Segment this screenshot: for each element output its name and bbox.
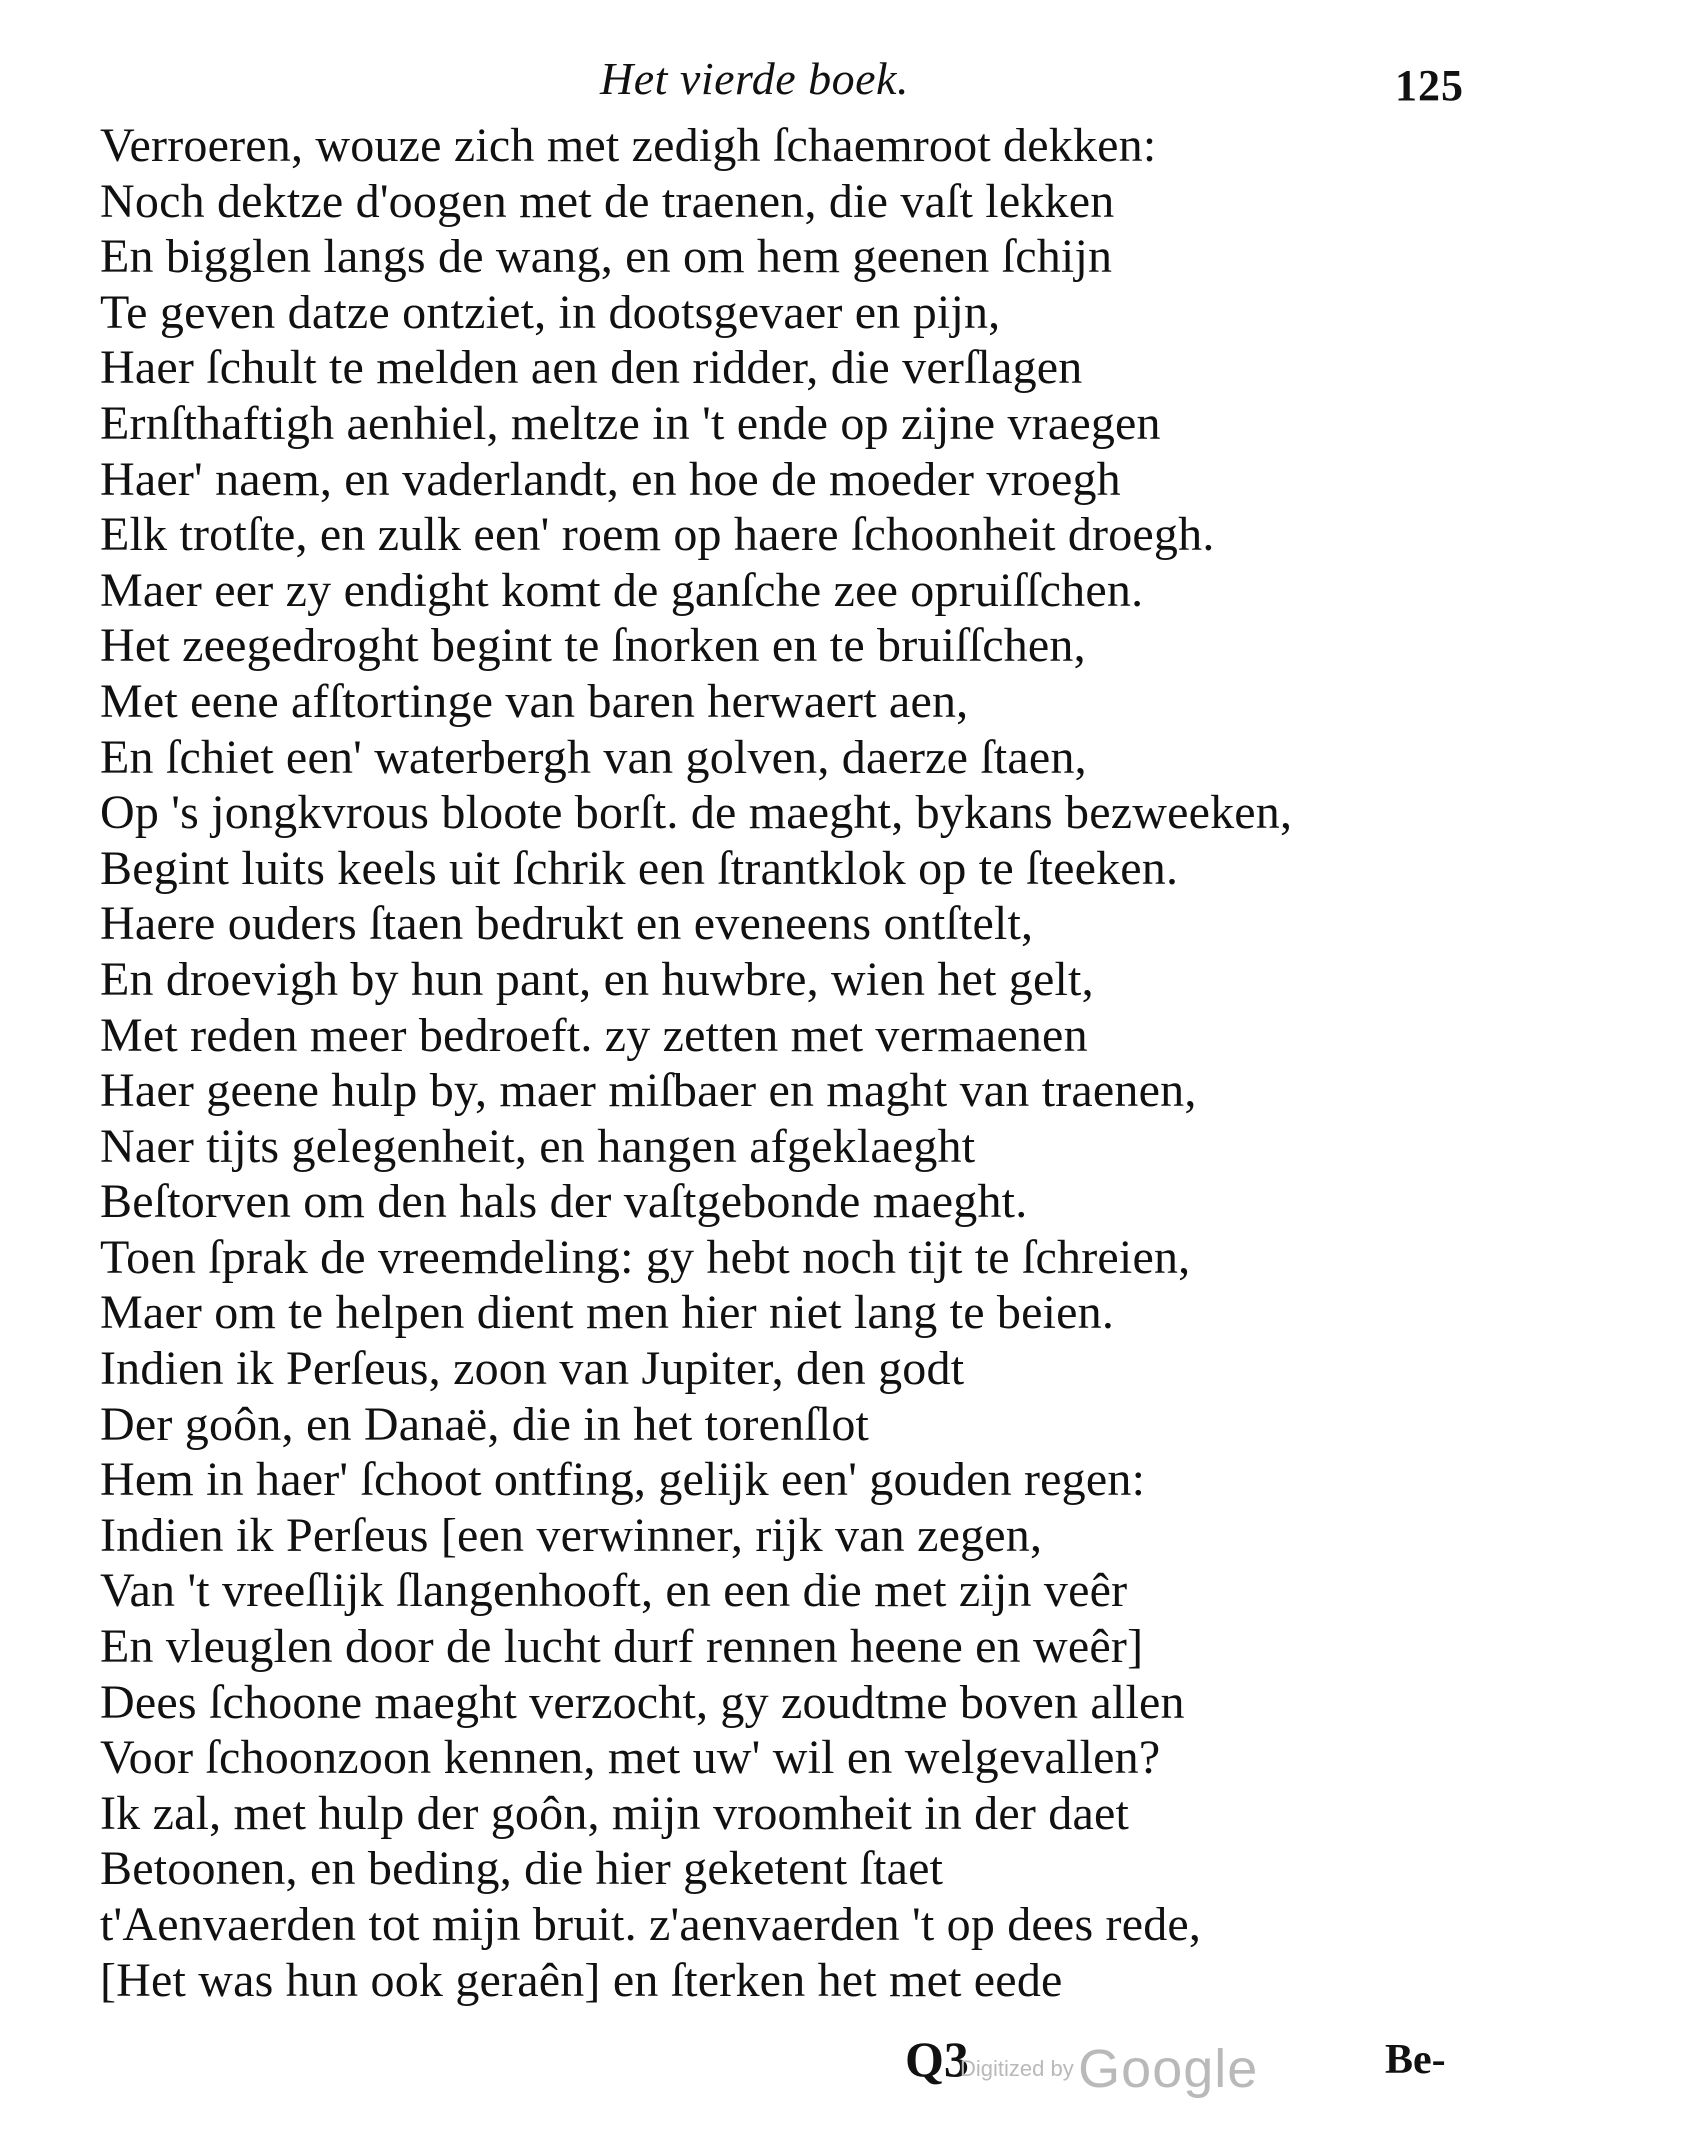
verse-line: Maer eer zy endight komt de ganſche zee opruiſſchen. <box>100 563 1144 617</box>
verse-line: Voor ſchoonzoon kennen, met uw' wil en welgevallen? <box>100 1731 1161 1785</box>
verse-line: Haere ouders ſtaen bedrukt en eveneens ontſtelt, <box>100 897 1034 951</box>
verse-line: Hem in haer' ſchoot ontfing, gelijk een' gouden regen: <box>100 1453 1146 1507</box>
verse-line: Noch dektze d'oogen met de traenen, die vaſt lekken <box>100 174 1115 228</box>
page-header <box>0 52 1698 122</box>
verse-line: Te geven datze ontziet, in dootsgevaer en pijn, <box>100 285 1001 339</box>
verse-line: Begint luits keels uit ſchrik een ſtrantklok op te ſteeken. <box>100 841 1179 895</box>
verse-line: Met reden meer bedroeft. zy zetten met vermaenen <box>100 1008 1088 1062</box>
verse-line: Beſtorven om den hals der vaſtgebonde maeght. <box>100 1175 1028 1229</box>
verse-line: Haer geene hulp by, maer miſbaer en maght van traenen, <box>100 1064 1197 1118</box>
verse-line: Op 's jongkvrous bloote borſt. de maeght, bykans bezweeken, <box>100 786 1293 840</box>
verse-line: Verroeren, wouze zich met zedigh ſchaemroot dekken: <box>100 119 1157 172</box>
verse-line: Elk trotſte, en zulk een' roem op haere ſchoonheit droegh. <box>100 508 1215 562</box>
verse-line: En bigglen langs de wang, en om hem geenen ſchijn <box>100 230 1113 284</box>
verse-line: Toen ſprak de vreemdeling: gy hebt noch tijt te ſchreien, <box>100 1230 1191 1284</box>
verse-line: t'Aenvaerden tot mijn bruit. z'aenvaerden 't op dees rede, <box>100 1898 1202 1951</box>
google-watermark <box>960 2038 1258 2100</box>
verse-line: En vleuglen door de lucht durf rennen heene en weêr] <box>100 1620 1144 1674</box>
verse-line: Haer' naem, en vaderlandt, en hoe de moeder vroegh <box>100 452 1121 506</box>
page-number: 125 <box>1395 61 1464 110</box>
watermark-brand: Google <box>1078 2039 1259 2099</box>
verse-line: Haer ſchult te melden aen den ridder, die verſlagen <box>100 341 1083 395</box>
verse-line: Het zeegedroght begint te ſnorken en te bruiſſchen, <box>100 619 1086 673</box>
verse-line: En ſchiet een' waterbergh van golven, daerze ſtaen, <box>100 730 1087 784</box>
page-footer <box>0 2030 1698 2110</box>
verse-line: Ik zal, met hulp der goôn, mijn vroomheit in der daet <box>100 1786 1130 1840</box>
verse-line: [Het was hun ook geraên] en ſterken het met eede <box>100 1953 1063 2007</box>
verse-line: Ernſthaftigh aenhiel, meltze in 't ende op zijne vraegen <box>100 396 1161 450</box>
verse-line: Indien ik Perſeus, zoon van Jupiter, den godt <box>100 1342 965 1396</box>
verse-line: Maer om te helpen dient men hier niet lang te beien. <box>100 1286 1115 1340</box>
verse-line: Met eene afſtortinge van baren herwaert aen, <box>100 674 969 728</box>
catchword: Be- <box>1385 2037 1446 2083</box>
watermark-prefix: Digitized by <box>960 2056 1074 2081</box>
verse-line: Naer tijts gelegenheit, en hangen afgeklaeght <box>100 1119 976 1173</box>
verse-line: Van 't vreeſlijk ſlangenhooft, en een die met zijn veêr <box>100 1564 1128 1618</box>
verse-line: Betoonen, en beding, die hier geketent ſtaet <box>100 1842 944 1896</box>
verse-line: Der goôn, en Danaë, die in het torenſlot <box>100 1397 870 1451</box>
verse-text <box>100 118 1500 2008</box>
verse-line: Indien ik Perſeus [een verwinner, rijk van zegen, <box>100 1508 1043 1562</box>
signature-mark: Q3 <box>905 2031 969 2087</box>
verse-line: Dees ſchoone maeght verzocht, gy zoudtme boven allen <box>100 1675 1185 1729</box>
verse-line: En droevigh by hun pant, en huwbre, wien het gelt, <box>100 952 1094 1006</box>
running-title: Het vierde boek. <box>600 53 909 104</box>
